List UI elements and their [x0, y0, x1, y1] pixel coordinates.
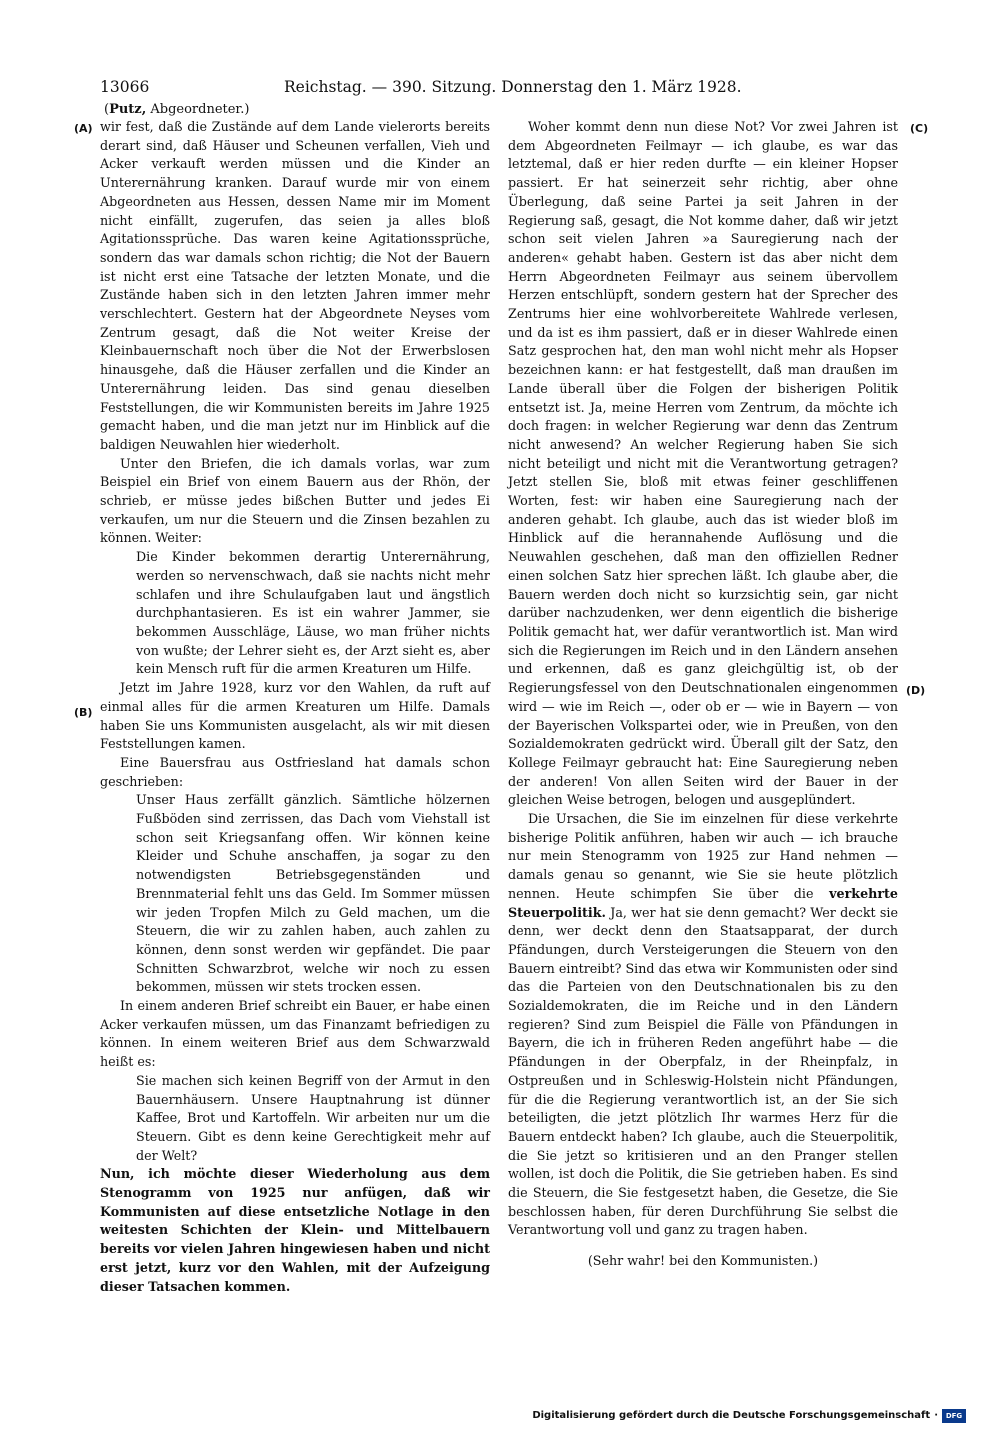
paragraph: Jetzt im Jahre 1928, kurz vor den Wahlen, da ruft auf einmal alles für die armen Kreaturen um Hilfe. Damals haben Sie uns Kommunisten ausgelacht, als wir mit diesen Feststellungen kamen.	[100, 680, 490, 752]
paragraph-text: Die Ursachen, die Sie im einzelnen für diese verkehrte bisherige Politik anführen, haben wir auch — ich brauche nur mein Stenogramm von 1925 zur Hand nehmen — damals genau so genannt, wie Sie sie heute plötzlich nennen. Heute schimpfen Sie über die	[508, 811, 898, 901]
quote-block: Unser Haus zerfällt gänzlich. Sämtliche hölzernen Fußböden sind zerrissen, das Dach vom Viehstall ist schon seit Kriegsanfang offen. Wir können keine Kleider und Schuhe anschaffen, ja sogar zu den notwendigsten Betriebsgegenständen und Brennmaterial fehlt uns das Geld. Im Sommer müssen wir jeden Tropfen Milch zu Geld machen, um die Steuern, die wir zu zahlen haben, auch zahlen zu können, denn sonst werden wir gepfändet. Die paar Schnitten Schwarzbrot, welche wir noch zu essen bekommen, müssen wir stets trocken essen.	[136, 792, 490, 995]
running-title: Reichstag. — 390. Sitzung. Donnerstag den 1. März 1928.	[284, 78, 742, 96]
footer-text: Digitalisierung gefördert durch die Deutsche Forschungsgemeinschaft	[532, 1410, 931, 1421]
footer-separator: ·	[934, 1410, 938, 1421]
paragraph-text: Ja, wer hat sie denn gemacht? Wer deckt sie denn, wer deckt denn den Staatsapparat, der durch Pfändungen, durch Versteigerungen die Steuern von den Bauern eintreibt? Sind das etwa wir Kommunisten oder sind das die Parteien von den Deutschnationalen bis zu den Sozialdemokraten, die im Reiche und in den Ländern regieren? Sind zum Beispiel die Fälle von Pfändungen in Bayern, die ich in früheren Reden angeführt habe — die Pfändungen in der Oberpfalz, in der Rheinpfalz, in Ostpreußen und in Schleswig-Holstein nicht Pfändungen, für die die Regierung verantwortlich ist, an der Sie sich beteiligten, die jetzt plötzlich Ihr warmes Herz für die Bauern entdeckt haben? Ich glaube, auch die Steuerpolitik, die Sie jetzt so kritisieren und an den Pranger stellen wollen, ist doch die Politik, die Sie getrieben haben. Es sind die Steuern, die Sie festgesetzt haben, die Gesetze, die Sie beschlossen haben, für deren Durchführung Sie selbst die Verantwortung voll und ganz zu tragen haben.	[508, 904, 898, 1238]
dfg-logo-icon: DFG	[942, 1409, 966, 1423]
emphasized-text: verkehrte Steuerpolitik.	[508, 885, 898, 920]
page-number: 13066	[100, 78, 150, 96]
margin-mark-d: (D)	[906, 684, 926, 697]
paragraph: Nun, ich möchte dieser Wiederholung aus dem Stenogramm von 1925 nur anfügen, daß wir Kommunisten auf diese entsetzliche Notlage in den weitesten Schichten der Klein- und Mittelbauern bereits vor vielen Jahren hingewiesen haben und nicht erst jetzt, kurz vor den Wahlen, mit der Aufzeigung dieser Tatsachen kommen.	[100, 1166, 490, 1294]
paragraph: In einem anderen Brief schreibt ein Bauer, er habe einen Acker verkaufen müssen, um das Finanzamt befriedigen zu können. In einem weiteren Brief aus dem Schwarzwald heißt es:	[100, 998, 490, 1070]
paragraph: Eine Bauersfrau aus Ostfriesland hat damals schon geschrieben:	[100, 754, 490, 789]
speaker-line	[104, 101, 249, 119]
paragraph: Woher kommt denn nun diese Not? Vor zwei Jahren ist dem Abgeordneten Feilmayr — ich glaube, es war das letztemal, daß er hier reden durfte — ein kleiner Hopser passiert. Er hat seinerzeit sehr richtig, aber ohne Überlegung, daß seine Partei ja seit Jahren in der Regierung saß, gesagt, die Not komme daher, daß wir jetzt schon seit vielen Jahren »a Sauregierung nach der anderen« gehabt haben. Gestern ist das aber nicht dem Herrn Abgeordneten Feilmayr aus seinem übervollem Herzen entschlüpft, sondern gestern hat der Sprecher des Zentrums hier eine wohlvorbereitete Wahlrede verlesen, und da ist es ihm passiert, daß er in dieser Wahlrede einen Satz gesprochen hat, den man wohl nicht mehr als Hopser bezeichnen kann: er hat festgestellt, daß man draußen im Lande überall über die Folgen der bisherigen Politik entsetzt ist. Ja, meine Herren vom Zentrum, da möchte ich doch fragen: in welcher Regierung war denn das Zentrum nicht anwesend? An welcher Regierung haben Sie sich nicht beteiligt und nicht mit die Verantwortung getragen? Jetzt stellen Sie, bloß mit etwas feiner geschliffenen Worten, fest: wir haben eine Sauregierung nach der anderen gehabt. Ich glaube, auch das ist wieder bloß im Hinblick auf die herannahende Auflösung und die Neuwahlen geschehen, daß man den offiziellen Redner einen solchen Satz hier sprechen läßt. Ich glaube aber, die Bauern werden doch nicht so kurzsichtig sein, gar nicht darüber nachzudenken, wer denn eigentlich die bisherige Politik gemacht hat, wer dafür verantwortlich ist. Man wird sich die Regierungen im Reich und in den Ländern ansehen und erkennen, daß es ganz gleichgültig ist, ob der Regierungsfessel von den Deutschnationalen eingenommen wird — wie im Reich —, oder ob er — wie in Bayern — von der Bayerischen Volkspartei oder, wie in Preußen, von den Sozialdemokraten gedrückt wird. Überall gilt der Satz, den Kollege Feilmayr gebraucht hat: Eine Sauregierung neben der anderen! Von allen Seiten wird der Bauer in der gleichen Weise betrogen, belogen und ausgeplündert.	[508, 119, 898, 808]
margin-mark-c: (C)	[910, 122, 929, 135]
footer	[532, 1408, 966, 1424]
paragraph	[508, 810, 898, 1240]
page-header	[100, 74, 900, 100]
quote-block: Die Kinder bekommen derartig Unterernährung, werden so nervenschwach, daß sie nachts nicht mehr schlafen und ihre Schulaufgaben laut und ängstlich durchphantasieren. Es ist ein wahrer Jammer, sie bekommen Ausschläge, Läuse, wo man früher nichts von wußte; der Lehrer sieht es, der Arzt sieht es, aber kein Mensch ruft für die armen Kreaturen um Hilfe.	[136, 549, 490, 677]
speaker-paren: (	[104, 102, 110, 117]
paragraph: wir fest, daß die Zustände auf dem Lande vielerorts bereits derart sind, daß Häuser und Scheunen verfallen, Vieh und Acker verkauft werden müssen und die Kinder an Unterernährung kranken. Darauf wurde mir von einem Abgeordneten aus Hessen, dessen Name mir im Moment nicht einfällt, zugerufen, das seien ja alles bloß Agitationssprüche. Das waren keine Agitationssprüche, sondern das war damals schon richtig; die Not der Bauern ist nicht erst eine Tatsache der letzten Monate, und die Zustände haben sich in den letzten Jahren immer mehr verschlechtert. Gestern hat der Abgeordnete Neyses vom Zentrum gesagt, daß die Not weiter Kreise der Kleinbauernschaft noch über die Not der Erwerbslosen hinausgehe, daß die Häuser zerfallen und die Kinder an Unterernährung leiden. Das sind genau dieselben Feststellungen, die wir Kommunisten bereits im Jahre 1925 gemacht haben, und die man jetzt nur im Hinblick auf die baldigen Neuwahlen hier wiederholt.	[100, 119, 490, 452]
quote-block: Sie machen sich keinen Begriff von der Armut in den Bauernhäusern. Unsere Hauptnahrung ist dünner Kaffee, Brot und Kartoffeln. Wir arbeiten nur um die Steuern. Gibt es denn keine Gerechtigkeit mehr auf der Welt?	[136, 1072, 490, 1163]
left-column	[100, 118, 490, 1296]
interjection: (Sehr wahr! bei den Kommunisten.)	[587, 1253, 819, 1269]
speaker-role: Abgeordneter.)	[150, 102, 250, 117]
margin-mark-a: (A)	[74, 122, 93, 135]
right-column	[508, 118, 898, 1271]
paragraph: Unter den Briefen, die ich damals vorlas, war zum Beispiel ein Brief von einem Bauern aus der Rhön, der schrieb, er müsse jedes bißchen Butter und jedes Ei verkaufen, um nur die Steuern und die Zinsen bezahlen zu können. Weiter:	[100, 455, 490, 546]
margin-mark-b: (B)	[74, 706, 93, 719]
speaker-name: Putz,	[109, 102, 147, 117]
